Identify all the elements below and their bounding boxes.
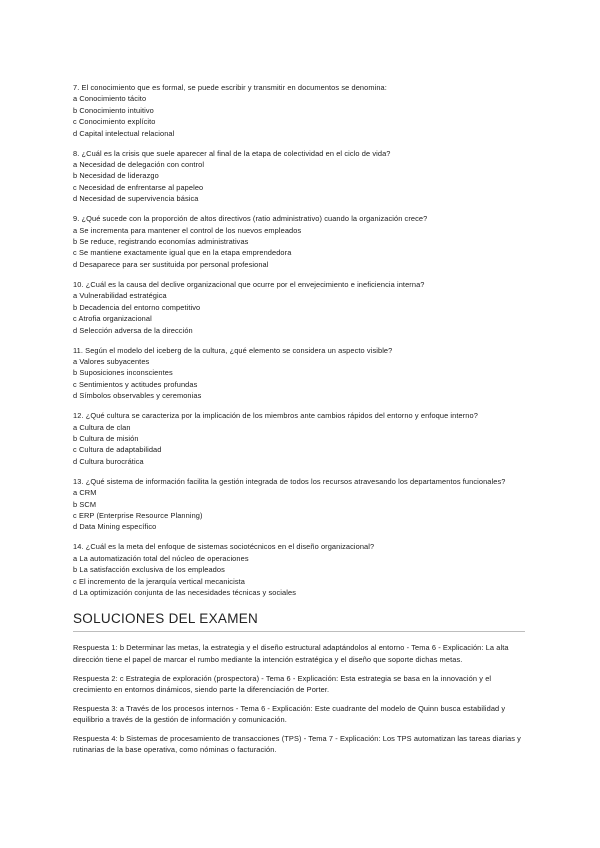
solution-4: Respuesta 4: b Sistemas de procesamiento de transacciones (TPS) - Tema 7 - Explicación: Los TPS automatizan las tareas diarias y rutinarias de la base operativa, como nóminas o facturación. [73, 734, 521, 755]
question-12 [73, 410, 525, 467]
question-stem: 13. ¿Qué sistema de información facilita la gestión integrada de todos los recursos atravesando los departamentos funcionales? [73, 476, 506, 486]
option-a: a Valores subyacentes [73, 356, 150, 366]
option-d: d Necesidad de supervivencia básica [73, 194, 199, 204]
solution-3: Respuesta 3: a Través de los procesos internos - Tema 6 - Explicación: Este cuadrante del modelo de Quinn busca estabilidad y equilibrio a través de la gestión de información y comunicación. [73, 703, 506, 725]
question-stem: 9. ¿Qué sucede con la proporción de altos directivos (ratio administrativo) cuando la organización crece? [73, 214, 428, 224]
option-b: b Conocimiento intuitivo [73, 105, 154, 115]
option-c: c El incremento de la jerarquía vertical mecanicista [73, 576, 245, 586]
option-d: d Capital intelectual relacional [73, 128, 175, 138]
option-a: a Necesidad de delegación con control [73, 160, 205, 170]
option-c: c Cultura de adaptabilidad [73, 445, 162, 455]
question-14 [73, 541, 525, 598]
option-c: c Sentimientos y actitudes profundas [73, 379, 198, 389]
option-b: b SCM [73, 499, 97, 509]
option-b: b Necesidad de liderazgo [73, 171, 159, 181]
section-divider [73, 631, 525, 632]
option-d: d Data Mining específico [73, 522, 157, 532]
option-d: d Símbolos observables y ceremonias [73, 391, 202, 401]
solutions-heading: SOLUCIONES DEL EXAMEN [73, 611, 259, 627]
option-b: b Se reduce, registrando economías administrativas [73, 237, 249, 247]
option-a: a Vulnerabilidad estratégica [73, 291, 167, 301]
question-10 [73, 279, 525, 336]
option-a: a Se incrementa para mantener el control de los nuevos empleados [73, 225, 302, 235]
option-a: a La automatización total del núcleo de operaciones [73, 553, 249, 563]
option-b: b La satisfacción exclusiva de los empleados [73, 565, 225, 575]
option-c: c Se mantiene exactamente igual que en la etapa emprendedora [73, 248, 292, 258]
option-b: b Cultura de misión [73, 433, 139, 443]
option-b: b Suposiciones inconscientes [73, 368, 173, 378]
question-stem: 8. ¿Cuál es la crisis que suele aparecer al final de la etapa de colectividad en el ciclo de vida? [73, 148, 391, 158]
option-d: d Cultura burocrática [73, 456, 144, 466]
question-13 [73, 476, 525, 533]
option-c: c ERP (Enterprise Resource Planning) [73, 510, 203, 520]
question-stem: 14. ¿Cuál es la meta del enfoque de sistemas sociotécnicos en el diseño organizacional? [73, 542, 375, 552]
solution-1: Respuesta 1: b Determinar las metas, la estrategia y el diseño estructural adaptándolos al entorno - Tema 6 - Explicación: La alta dirección tiene el papel de marcar el rumbo mediante la intención estratégica y el diseño que soporte dichas metas. [73, 643, 509, 664]
option-a: a Cultura de clan [73, 422, 131, 432]
option-d: d La optimización conjunta de las necesidades técnicas y sociales [73, 588, 297, 597]
question-stem: 11. Según el modelo del iceberg de la cultura, ¿qué elemento se considera un aspecto visible? [73, 345, 393, 355]
option-c: c Atrofia organizacional [73, 314, 152, 324]
question-7 [73, 82, 525, 139]
question-stem: 12. ¿Qué cultura se caracteriza por la implicación de los miembros ante cambios rápidos del entorno y enfoque interno? [73, 411, 478, 421]
option-a: a Conocimiento tácito [73, 94, 147, 104]
option-b: b Decadencia del entorno competitivo [73, 302, 201, 312]
option-c: c Conocimiento explícito [73, 117, 156, 127]
solution-2: Respuesta 2: c Estrategia de exploración (prospectora) - Tema 6 - Explicación: Esta estrategia se basa en la innovación y el crecimiento en entornos dinámicos, siendo parte la diferenciación de Porter. [73, 673, 492, 695]
question-11 [73, 345, 525, 402]
option-c: c Necesidad de enfrentarse al papeleo [73, 182, 204, 192]
option-d: d Selección adversa de la dirección [73, 325, 193, 335]
option-a: a CRM [73, 488, 97, 498]
question-stem: 7. El conocimiento que es formal, se puede escribir y transmitir en documentos se denomina: [73, 83, 387, 92]
option-d: d Desaparece para ser sustituida por personal profesional [73, 259, 269, 269]
exam-page [73, 82, 525, 763]
question-9 [73, 213, 525, 270]
question-stem: 10. ¿Cuál es la causa del declive organizacional que ocurre por el envejecimiento e ineficiencia interna? [73, 279, 425, 289]
question-8 [73, 148, 525, 205]
